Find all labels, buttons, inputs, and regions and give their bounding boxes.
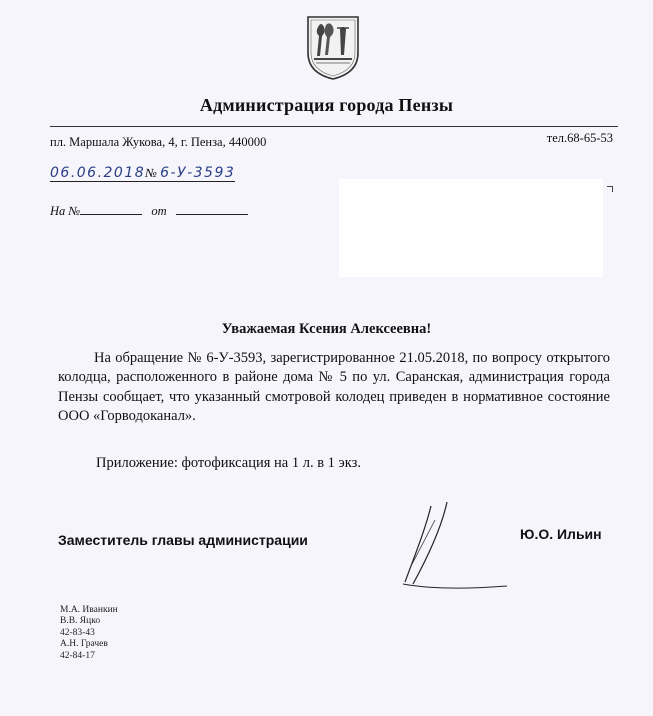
signatory-title: Заместитель главы администрации	[58, 532, 308, 548]
reference-number-blank	[80, 202, 142, 215]
registration-number: 6-У-3593	[160, 165, 236, 181]
organization-phone: тел.68-65-53	[546, 131, 613, 145]
reference-from-label: от	[151, 204, 167, 218]
letter-attachment: Приложение: фотофиксация на 1 л. в 1 экз.	[96, 455, 361, 471]
organization-address: пл. Маршала Жукова, 4, г. Пенза, 440000	[50, 135, 267, 149]
reference-date-blank	[176, 202, 248, 215]
signatory-name: Ю.О. Ильин	[520, 526, 602, 542]
letter-body	[58, 349, 610, 426]
addressee-corner-mark	[607, 186, 613, 192]
registration-line	[50, 165, 235, 182]
header-divider	[50, 126, 618, 127]
redacted-addressee-block	[339, 179, 603, 277]
coat-of-arms-emblem	[304, 13, 362, 81]
reference-on-label: На №	[50, 204, 81, 218]
reference-line	[50, 202, 248, 219]
number-sign: №	[145, 166, 157, 180]
organization-title: Администрация города Пензы	[199, 95, 454, 115]
handwritten-signature	[395, 500, 515, 595]
executors-block: М.А. Иванкин В.В. Яцко 42-83-43 А.Н. Грачев 42-84-17	[60, 605, 118, 661]
letter-body-text: На обращение № 6-У-3593, зарегистрированное 21.05.2018, по вопросу открытого колодца, расположенного в районе дома № 5 по ул. Саранская, администрация города Пензы сообщает, что указанный смотровой колодец приведен в нормативное состояние ООО «Горводоканал».	[58, 350, 610, 424]
registration-date: 06.06.2018	[50, 165, 146, 181]
letter-greeting: Уважаемая Ксения Алексеевна!	[221, 321, 432, 337]
